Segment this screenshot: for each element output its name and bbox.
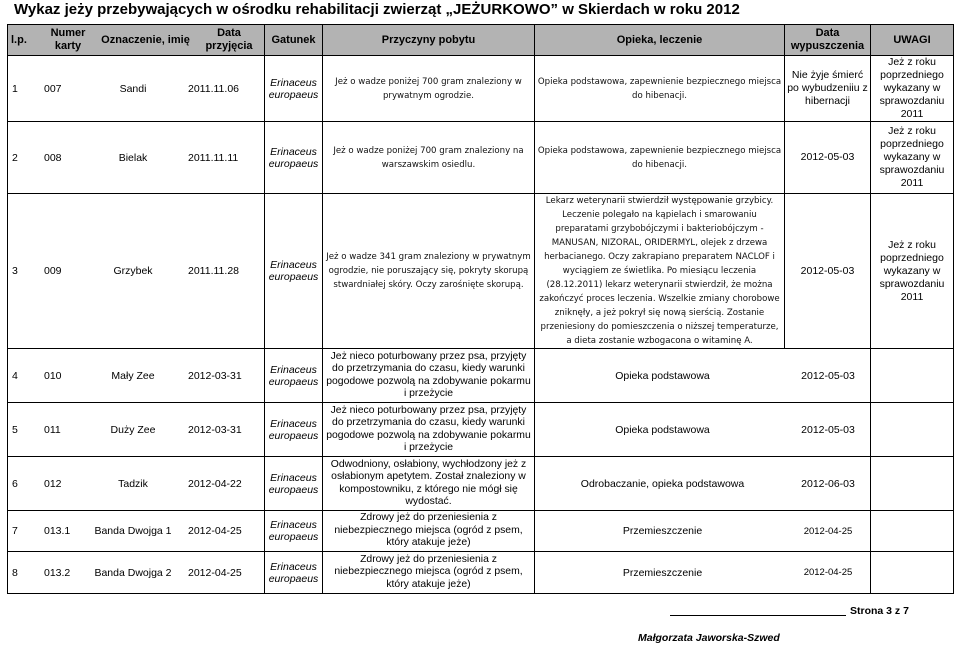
row-gatunek: Erinaceus europaeus [265, 349, 323, 403]
row-data-przyjecia: 2012-03-31 [188, 369, 242, 382]
row-data-przyjecia: 2012-04-25 [188, 525, 242, 537]
header-opieka: Opieka, leczenie [535, 25, 785, 56]
row-imie: Bielak [118, 151, 148, 164]
row-opieka: Opieka podstawowa [615, 369, 710, 382]
table-row [8, 511, 954, 552]
page-number: Strona 3 z 7 [850, 605, 909, 617]
row-data-wypuszczenia: 2012-05-03 [785, 194, 871, 349]
row-numer: 011 [44, 423, 61, 436]
row-data-przyjecia: 2011.11.11 [188, 151, 239, 164]
row-data-przyjecia: 2012-03-31 [188, 423, 242, 436]
row-lp: 6 [12, 477, 18, 490]
header-uwagi: UWAGI [871, 25, 954, 56]
header-przyczyny: Przyczyny pobytu [323, 25, 535, 56]
row-opieka: Odrobaczanie, opieka podstawowa [580, 477, 745, 490]
row-data-przyjecia: 2012-04-25 [188, 566, 242, 579]
table-row [8, 403, 954, 457]
row-przyczyny: Jeż o wadze 341 gram znaleziony w prywatnym ogrodzie, nie poruszający się, pokryty skorupą stwardniałej skóry. Oczy zarośnięte skorupą. [323, 194, 535, 349]
row-imie: Banda Dwojga 1 [94, 525, 172, 537]
header-oznaczenie: Oznaczenie, imię [101, 33, 190, 46]
row-przyczyny: Jeż o wadze poniżej 700 gram znaleziony w prywatnym ogrodzie. [323, 56, 535, 122]
row-gatunek: Erinaceus europaeus [265, 457, 323, 511]
table-row [8, 457, 954, 511]
row-lp: 4 [12, 369, 18, 382]
row-lp: 5 [12, 423, 18, 436]
row-data-wypuszczenia: Nie żyje śmierć po wybudzeniiu z hibernacji [785, 56, 871, 122]
row-numer: 013.2 [44, 566, 71, 579]
row-uwagi: Jeż z roku poprzedniego wykazany w sprawozdaniu 2011 [871, 56, 954, 122]
header-lp: l.p. [11, 33, 27, 46]
footer-rule [670, 615, 846, 616]
row-uwagi: Jeż z roku poprzedniego wykazany w sprawozdaniu 2011 [871, 194, 954, 349]
row-data-wypuszczenia: 2012-05-03 [785, 122, 871, 194]
row-uwagi: Jeż z roku poprzedniego wykazany w sprawozdaniu 2011 [871, 122, 954, 194]
row-lp: 8 [12, 566, 18, 579]
row-imie: Grzybek [113, 265, 153, 277]
header-row [8, 25, 954, 56]
signature: Małgorzata Jaworska-Szwed [638, 632, 780, 644]
row-przyczyny: Jeż nieco poturbowany przez psa, przyjęty do przetrzymania do czasu, kiedy warunki pogodowe pozwolą na zdobywanie pokarmu i przeżycie [323, 403, 535, 457]
row-uwagi [871, 349, 954, 403]
table-row [8, 122, 954, 194]
row-opieka: Lekarz weterynarii stwierdził występowanie grzybicy. Leczenie polegało na kąpielach i smarowaniu preparatami grzybobójczymi i bakteriobójczym - MANUSAN, NIZORAL, ORIDERMYL, olejek z drzewa herbacianego. Oczy zakrapiano preparatem NACLOF i wyciągiem ze świetlika. Po miesiącu leczenia (28.12.2011) lekarz weterynarii stwierdził, że można zakończyć proces leczenia. Wszelkie zmiany chorobowe zniknęły, a jeż pokrył się nową sierścią. Zostanie przeniesiony do pomieszczenia o niższej temperaturze, a dieta zostanie wzbogacona o witaminę A. [539, 196, 780, 346]
row-gatunek: Erinaceus europaeus [265, 511, 323, 552]
header-data-wypuszczenia: Data wypuszczenia [785, 25, 871, 56]
row-opieka: Opieka podstawowa, zapewnienie bezpiecznego miejsca do hibenacji. [537, 145, 782, 170]
row-przyczyny: Zdrowy jeż do przeniesienia z niebezpiecznego miejsca (ogród z psem, który atakuje jeże) [323, 552, 535, 594]
row-opieka-data: 2012-04-25 [803, 567, 853, 578]
table-row [8, 552, 954, 594]
table-row [8, 56, 954, 122]
row-uwagi [871, 511, 954, 552]
row-opieka: Przemieszczenie [622, 566, 703, 579]
table-row [8, 194, 954, 349]
row-opieka: Opieka podstawowa [615, 423, 710, 436]
row-lp: 2 [12, 151, 18, 164]
row-uwagi [871, 457, 954, 511]
document-title: Wykaz jeży przebywających w ośrodku rehabilitacji zwierząt „JEŻURKOWO” w Skierdach w roku 2012 [14, 1, 740, 18]
hedgehog-register-table [7, 24, 954, 594]
header-gatunek: Gatunek [265, 25, 323, 56]
row-uwagi [871, 403, 954, 457]
row-przyczyny: Odwodniony, osłabiony, wychłodzony jeż z osłabionym apetytem. Został znaleziony w kompostowniku, z którego nie mógł się wydostać. [323, 457, 535, 511]
row-lp: 1 [12, 82, 18, 95]
row-imie: Sandi [119, 82, 147, 95]
row-opieka-data: 2012-06-03 [801, 477, 855, 490]
row-numer: 007 [44, 82, 62, 95]
row-data-przyjecia: 2011.11.06 [188, 82, 239, 95]
row-imie: Banda Dwojga 2 [94, 566, 172, 579]
row-lp: 3 [12, 265, 18, 277]
row-przyczyny: Jeż o wadze poniżej 700 gram znaleziony na warszawskim osiedlu. [323, 122, 535, 194]
row-gatunek: Erinaceus europaeus [265, 194, 323, 349]
row-numer: 010 [44, 369, 62, 382]
table-row [8, 349, 954, 403]
header-numer: Numer karty [50, 27, 86, 52]
row-uwagi [871, 552, 954, 594]
row-data-przyjecia: 2012-04-22 [188, 477, 242, 490]
row-imie: Tadzik [118, 477, 148, 490]
row-gatunek: Erinaceus europaeus [265, 56, 323, 122]
row-opieka: Przemieszczenie [622, 525, 703, 537]
row-opieka-data: 2012-05-03 [801, 369, 855, 382]
row-imie: Mały Zee [111, 369, 155, 382]
row-numer: 008 [44, 151, 62, 164]
row-gatunek: Erinaceus europaeus [265, 403, 323, 457]
row-numer: 009 [44, 265, 62, 277]
row-gatunek: Erinaceus europaeus [265, 552, 323, 594]
row-przyczyny: Zdrowy jeż do przeniesienia z niebezpiecznego miejsca (ogród z psem, który atakuje jeże) [323, 511, 535, 552]
header-meta [8, 25, 265, 56]
row-data-przyjecia: 2011.11.28 [188, 265, 239, 277]
row-przyczyny: Jeż nieco poturbowany przez psa, przyjęty do przetrzymania do czasu, kiedy warunki pogodowe pozwolą na zdobywanie pokarmu i przeżycie [323, 349, 535, 403]
header-data-przyjecia: Data przyjęcia [205, 27, 253, 52]
row-lp: 7 [12, 525, 18, 537]
row-opieka: Opieka podstawowa, zapewnienie bezpiecznego miejsca do hibenacji. [537, 76, 782, 101]
row-numer: 013.1 [44, 525, 71, 537]
row-gatunek: Erinaceus europaeus [265, 122, 323, 194]
row-opieka-data: 2012-04-25 [803, 525, 853, 537]
row-opieka-data: 2012-05-03 [801, 423, 855, 436]
row-imie: Duży Zee [110, 423, 156, 436]
row-numer: 012 [44, 477, 62, 490]
